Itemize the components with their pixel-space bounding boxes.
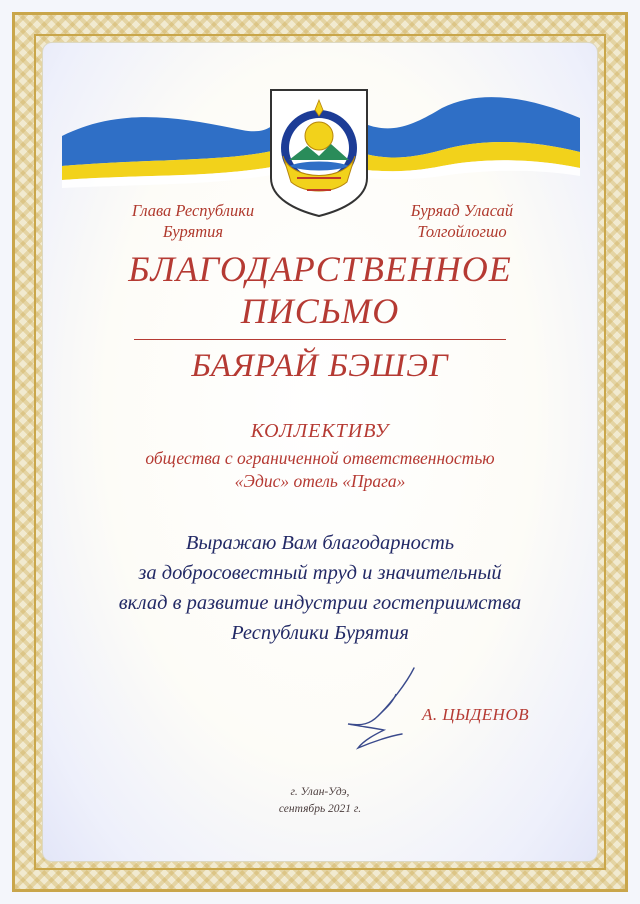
title-divider (134, 339, 506, 340)
document-title-line-2: ПИСЬМО (240, 291, 400, 331)
left-caption-line: Глава Республики (131, 201, 255, 220)
body-line: вклад в развитие индустрии гостеприимства (118, 592, 522, 614)
addressee-heading: КОЛЛЕКТИВУ (250, 420, 390, 442)
document-title-line-1: БЛАГОДАРСТВЕННОЕ (128, 249, 512, 289)
body-line: Республики Бурятия (231, 622, 409, 644)
addressee-name: «Эдис» отель «Прага» (234, 471, 406, 491)
left-caption-line: Бурятия (162, 222, 224, 241)
header-right-caption (392, 200, 532, 242)
header-left-caption (108, 200, 278, 242)
body-line: за добросовестный труд и значительный (138, 562, 502, 584)
issue-place: г. Улан-Удэ, (290, 786, 350, 798)
body-line: Выражаю Вам благодарность (185, 532, 455, 554)
issue-date: сентябрь 2021 г. (278, 803, 362, 815)
right-caption-line: Толгойлогшо (417, 222, 507, 241)
document-title-buryat: БАЯРАЙ БЭШЭГ (191, 348, 449, 384)
addressee-organization: общества с ограниченной ответственностью (145, 448, 495, 468)
right-caption-line: Буряад Уласай (410, 201, 514, 220)
coat-of-arms-of-buryatia-icon (267, 86, 371, 218)
signer-name: А. ЦЫДЕНОВ (422, 705, 530, 724)
handwritten-signature-icon (318, 664, 428, 750)
